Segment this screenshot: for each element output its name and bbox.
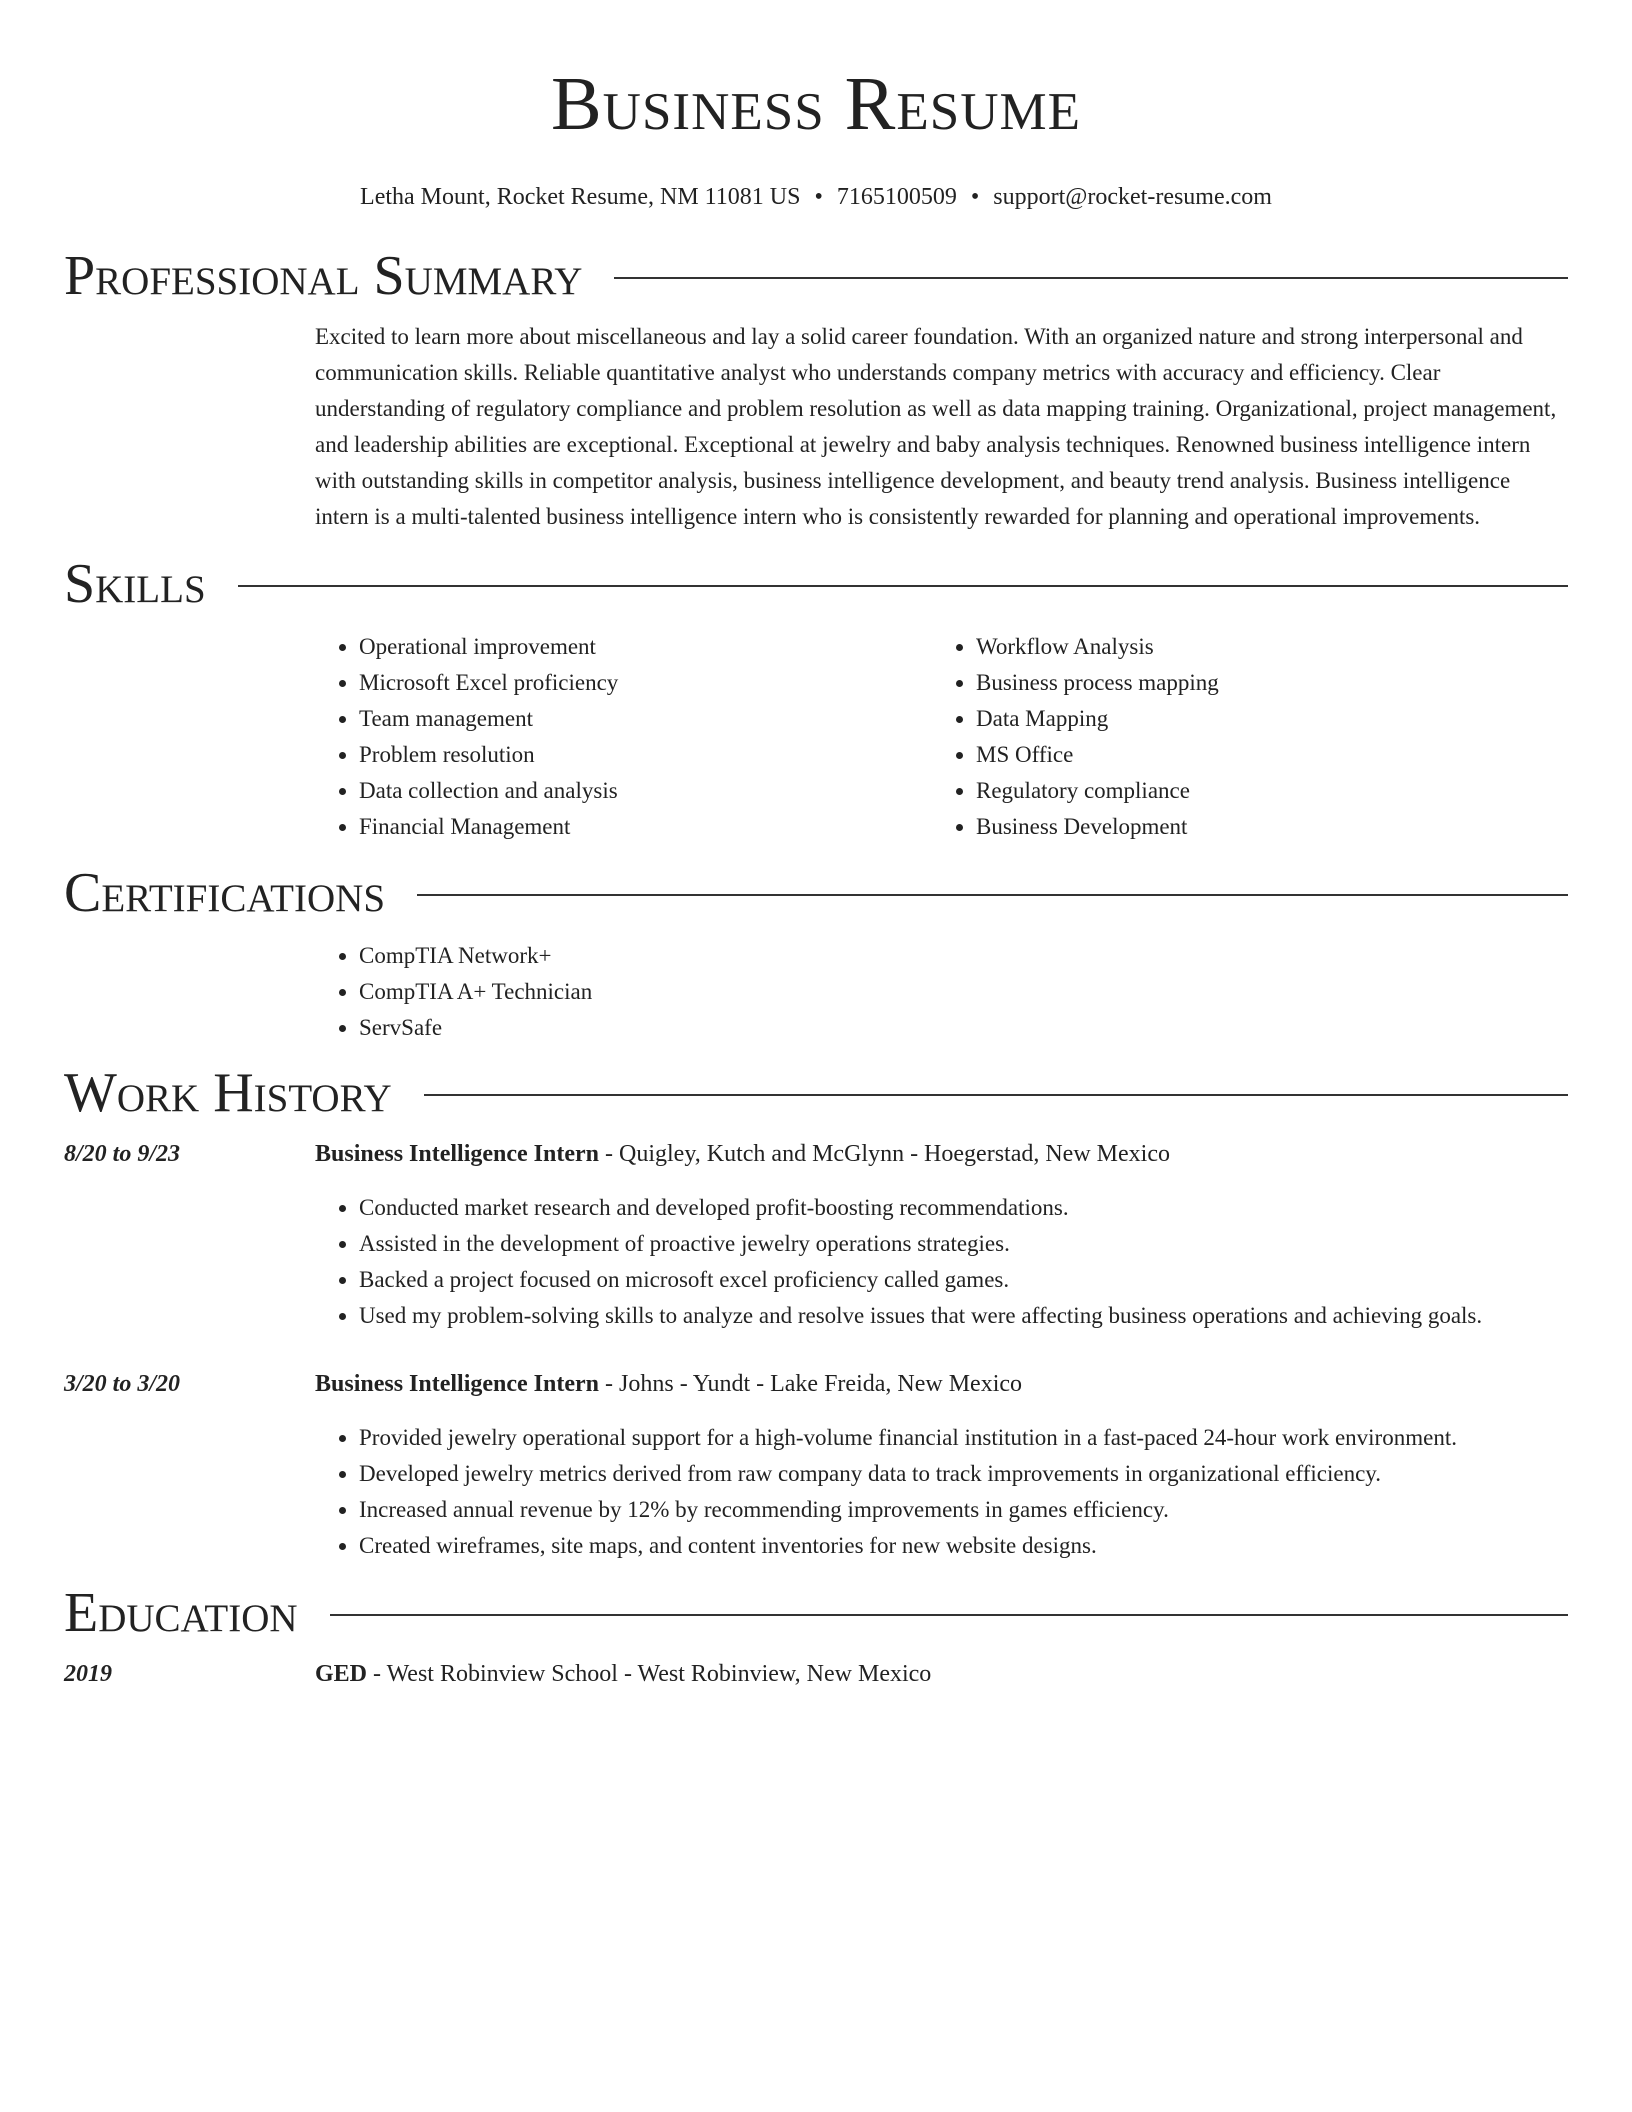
- contact-line: [64, 182, 1568, 212]
- skill-item: • Business Development: [976, 809, 1549, 845]
- section-title-summary: Professional Summary: [64, 245, 583, 307]
- education-header: [64, 1656, 1568, 1692]
- certification-item: • CompTIA Network+: [359, 938, 1568, 974]
- section-header: [64, 860, 1568, 926]
- job-dates: 3/20 to 3/20: [64, 1371, 181, 1397]
- section-title-certifications: Certifications: [64, 862, 386, 924]
- skill-item: • Problem resolution: [359, 737, 932, 773]
- skill-item: • Team management: [359, 701, 932, 737]
- job-role: Business Intelligence Intern: [315, 1141, 600, 1167]
- education-school: - West Robinview School - West Robinview, New Mexico: [367, 1661, 932, 1687]
- skill-item: • Financial Management: [359, 809, 932, 845]
- education-entry: [64, 1656, 1568, 1692]
- section-divider: [238, 585, 1568, 587]
- job-title-line: [315, 1136, 1170, 1172]
- section-divider: [614, 277, 1568, 279]
- resume-page: [64, 0, 1568, 1692]
- skill-item: • Workflow Analysis: [976, 629, 1549, 665]
- skills-column-left: [315, 629, 932, 845]
- contact-separator: •: [970, 184, 980, 210]
- job-bullet: • Backed a project focused on microsoft excel proficiency called games.: [359, 1262, 1568, 1298]
- skills-section: [64, 551, 1568, 845]
- job-bullet: • Increased annual revenue by 12% by recommending improvements in games efficiency.: [359, 1492, 1568, 1528]
- contact-email: support@rocket-resume.com: [993, 184, 1272, 210]
- education-section: [64, 1580, 1568, 1692]
- education-line: [315, 1656, 931, 1692]
- job-bullet: • Assisted in the development of proactive jewelry operations strategies.: [359, 1226, 1568, 1262]
- section-header: [64, 551, 1568, 617]
- contact-address: Letha Mount, Rocket Resume, NM 11081 US: [360, 184, 801, 210]
- job-entry: [64, 1136, 1568, 1334]
- skill-item: • Business process mapping: [976, 665, 1549, 701]
- education-year: 2019: [64, 1661, 112, 1687]
- section-header: [64, 1060, 1568, 1126]
- job-header: [64, 1366, 1568, 1402]
- certification-item: • ServSafe: [359, 1010, 1568, 1046]
- job-employer: - Quigley, Kutch and McGlynn - Hoegerstad, New Mexico: [599, 1141, 1170, 1167]
- job-role: Business Intelligence Intern: [315, 1371, 600, 1397]
- skill-item: • Operational improvement: [359, 629, 932, 665]
- education-degree: GED: [315, 1661, 368, 1687]
- skills-grid: [315, 629, 1568, 845]
- job-bullet: • Provided jewelry operational support for a high-volume financial institution in a fast-paced 24-hour work environment.: [359, 1420, 1568, 1456]
- work-history-section: [64, 1060, 1568, 1564]
- job-entry: [64, 1366, 1568, 1564]
- skill-item: • Data collection and analysis: [359, 773, 932, 809]
- section-divider: [417, 894, 1568, 896]
- section-divider: [424, 1094, 1568, 1096]
- section-divider: [330, 1614, 1568, 1616]
- section-header: [64, 243, 1568, 309]
- contact-separator: •: [814, 184, 823, 210]
- certification-item: • CompTIA A+ Technician: [359, 974, 1568, 1010]
- section-header: [64, 1580, 1568, 1646]
- skill-item: • Regulatory compliance: [976, 773, 1549, 809]
- job-bullet: • Conducted market research and developed profit-boosting recommendations.: [359, 1190, 1568, 1226]
- job-bullet: • Created wireframes, site maps, and content inventories for new website designs.: [359, 1528, 1568, 1564]
- job-title-line: [315, 1366, 1022, 1402]
- job-bullet: • Developed jewelry metrics derived from raw company data to track improvements in organizational efficiency.: [359, 1456, 1568, 1492]
- skill-item: • Microsoft Excel proficiency: [359, 665, 932, 701]
- summary-text: Excited to learn more about miscellaneous and lay a solid career foundation. With an organized nature and strong interpersonal and communication skills. Reliable quantitative analyst who understands company metrics with accuracy and efficiency. Clear understanding of regulatory compliance and problem resolution as well as data mapping training. Organizational, project management, and leadership abilities are exceptional. Exceptional at jewelry and baby analysis techniques. Renowned business intelligence intern with outstanding skills in competitor analysis, business intelligence development, and beauty trend analysis. Business intelligence intern is a multi-talented business intelligence intern who is consistently rewarded for planning and operational improvements.: [315, 324, 1557, 529]
- job-employer: - Johns - Yundt - Lake Freida, New Mexico: [599, 1371, 1023, 1397]
- section-title-skills: Skills: [64, 553, 206, 615]
- contact-phone: 7165100509: [836, 184, 957, 210]
- section-title-education: Education: [64, 1582, 298, 1644]
- document-title: Business Resume: [550, 62, 1081, 146]
- job-header: [64, 1136, 1568, 1172]
- skill-item: • MS Office: [976, 737, 1549, 773]
- section-title-work-history: Work History: [64, 1062, 392, 1124]
- job-bullet: • Used my problem-solving skills to analyze and resolve issues that were affecting business operations and achieving goals.: [359, 1298, 1568, 1334]
- summary-section: [64, 243, 1568, 535]
- skills-column-right: [932, 629, 1549, 845]
- skill-item: • Data Mapping: [976, 701, 1549, 737]
- job-dates: 8/20 to 9/23: [64, 1141, 181, 1167]
- certifications-section: [64, 860, 1568, 1046]
